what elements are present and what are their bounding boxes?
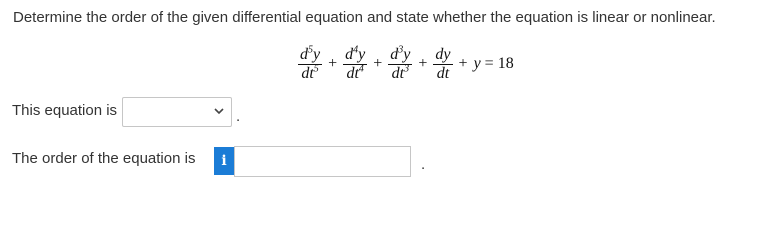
equation-rhs: y = 18 bbox=[473, 55, 514, 72]
order-input[interactable] bbox=[234, 146, 411, 177]
plus-sign: + bbox=[373, 55, 383, 72]
differential-equation bbox=[296, 40, 514, 88]
chevron-down-icon bbox=[213, 105, 225, 117]
plus-sign: + bbox=[328, 55, 338, 72]
info-icon[interactable]: i bbox=[214, 147, 234, 175]
fraction-term-2: $\frac{d^4y}{dt^4}$ bbox=[345, 44, 366, 82]
plus-sign: + bbox=[418, 55, 428, 72]
fraction-term-1: $\frac{d^5y}{dt^5}$ bbox=[300, 44, 321, 82]
linearity-label: This equation is bbox=[12, 102, 118, 119]
question-prompt: Determine the order of the given differential equation and state whether the equation is linear or nonlinear. bbox=[13, 9, 716, 26]
period: . bbox=[421, 156, 426, 173]
fraction-term-3: $\frac{d^3y}{dt^3}$ bbox=[390, 44, 411, 82]
period: . bbox=[236, 108, 241, 125]
fraction-term-4: $\frac{dy}{dt}$ bbox=[435, 45, 451, 82]
plus-sign: + bbox=[458, 55, 468, 72]
order-label: The order of the equation is bbox=[12, 150, 196, 167]
linearity-dropdown[interactable] bbox=[122, 97, 232, 127]
